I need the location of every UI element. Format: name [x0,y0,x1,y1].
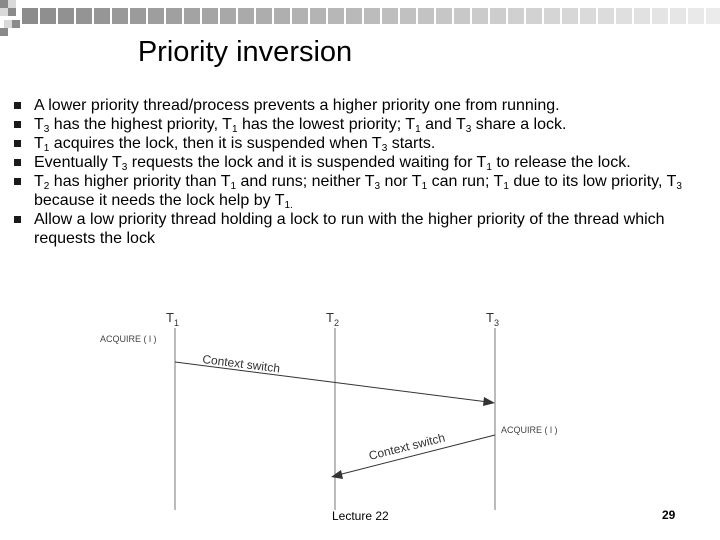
bullet-subscript: 2 [43,181,50,192]
header-deco-square [310,8,326,24]
bullet-text-run: requests the lock and it is suspended waiting for T [127,154,487,171]
header-deco-square [292,8,308,24]
bullet-text-run: nor T [380,173,422,190]
bullet-subscript: 1 [43,143,50,154]
header-deco-square [634,8,650,24]
header-deco-square [112,8,128,24]
thread-label-t2: $T_2$ [326,310,339,328]
header-deco-square [166,8,182,24]
header-deco-cell [4,20,12,28]
header-deco-square [616,8,632,24]
bullet-item [14,96,704,115]
header-deco-square [706,8,720,24]
header-deco-square [274,8,290,24]
arrowhead-2 [331,470,343,479]
bullet-text-run: A lower priority thread/process prevents a higher priority one from running. [34,97,560,114]
bullet-text-run: due to its low priority, T [508,173,677,190]
bullet-subscript: 3 [381,143,388,154]
header-deco-cell [12,20,20,28]
header-deco-square [256,8,272,24]
header-deco-square [364,8,380,24]
bullet-item [14,134,704,153]
bullet-text-run: starts. [387,135,436,152]
bullet-text [34,116,566,133]
header-deco-square [40,8,56,24]
header-deco-square [220,8,236,24]
bullet-subscript: 1 [230,181,237,192]
header-deco-square [94,8,110,24]
header-deco-square [508,8,524,24]
header-deco-square [58,8,74,24]
bullet-subscript: 1. [284,200,293,211]
bullet-subscript: 3 [121,162,128,173]
header-deco-cell [8,0,16,8]
bullet-text [34,135,435,152]
header-deco-square [526,8,542,24]
header-deco-square [436,8,452,24]
bullet-subscript: 1 [415,124,421,135]
header-deco-square [670,8,686,24]
bullet-marker-icon [14,121,21,128]
bullet-text-run: because it needs the lock help by T [34,192,285,209]
header-deco-square [562,8,578,24]
header-deco-square [184,8,200,24]
bullet-item [14,210,704,248]
header-deco-square [202,8,218,24]
header-deco-square [580,8,596,24]
header-deco-cell [0,0,8,8]
bullet-subscript: 1 [503,181,509,192]
bullet-subscript: 3 [43,124,50,135]
bullet-item [14,172,704,210]
bullet-text [34,211,665,247]
bullet-text-run: has higher priority than T [49,173,231,190]
bullet-subscript: 1 [421,181,428,192]
header-deco-square [130,8,146,24]
bullet-item [14,115,704,134]
header-deco-square [382,8,398,24]
bullet-text-run: has the highest priority, T [49,116,232,133]
header-deco-square [454,8,470,24]
bullet-subscript: 1 [231,124,238,135]
header-deco-square [346,8,362,24]
header-deco-square [544,8,560,24]
header-deco-cell [0,28,8,36]
header-deco-cell [0,8,8,16]
bullet-text-run: T [34,116,44,133]
bullet-text [34,173,682,209]
bullet-text-run: and T [420,116,466,133]
bullet-list [14,96,704,248]
bullet-subscript: 1 [486,162,492,173]
header-deco-square [688,8,704,24]
bullet-text-run: has the lowest priority; T [237,116,416,133]
header-deco-square [148,8,164,24]
bullet-text-run: T [34,173,44,190]
acquire-label-t3: ACQUIRE ( l ) [501,425,558,435]
header-deco-square [238,8,254,24]
bullet-marker-icon [14,178,21,185]
bullet-subscript: 3 [676,181,682,192]
bullet-text-run: to release the lock. [491,154,631,171]
header-deco-square [22,8,38,24]
priority-inversion-diagram [90,300,610,515]
footer-lecture: Lecture 22 [332,509,389,523]
arrowhead-1 [483,397,495,406]
bullet-text-run: Eventually T [34,154,122,171]
bullet-marker-icon [14,159,21,166]
thread-label-t1: $T_1$ [166,310,179,328]
bullet-text-run: Allow a low priority thread holding a lock to run with the higher priority of the thread which requests the lock [34,211,665,247]
header-deco-cell [8,8,16,16]
header-deco-square [76,8,92,24]
bullet-text-run: acquires the lock, then it is suspended when T [49,135,382,152]
bullet-text [34,154,631,171]
bullet-subscript: 3 [465,124,472,135]
bullet-text [34,97,560,114]
header-deco-square [490,8,506,24]
context-switch-label-2: Context switch [367,430,447,463]
thread-label-t3: $T_3$ [486,310,499,328]
bullet-text-run: and runs; neither T [236,173,375,190]
header-deco-square [598,8,614,24]
page-number: 29 [662,508,676,522]
bullet-item [14,153,704,172]
header-deco-square [418,8,434,24]
context-switch-label-1: Context switch [201,352,281,376]
bullet-subscript: 3 [374,181,381,192]
bullet-text-run: can run; T [427,173,504,190]
header-deco-square [400,8,416,24]
header-deco-square [472,8,488,24]
bullet-marker-icon [14,102,21,109]
bullet-marker-icon [14,140,21,147]
header-deco-square [328,8,344,24]
bullet-marker-icon [14,216,21,223]
acquire-label-t1: ACQUIRE ( l ) [100,334,157,344]
header-deco-square [652,8,668,24]
bullet-text-run: share a lock. [471,116,567,133]
bullet-text-run: T [34,135,44,152]
slide-title: Priority inversion [137,36,353,68]
